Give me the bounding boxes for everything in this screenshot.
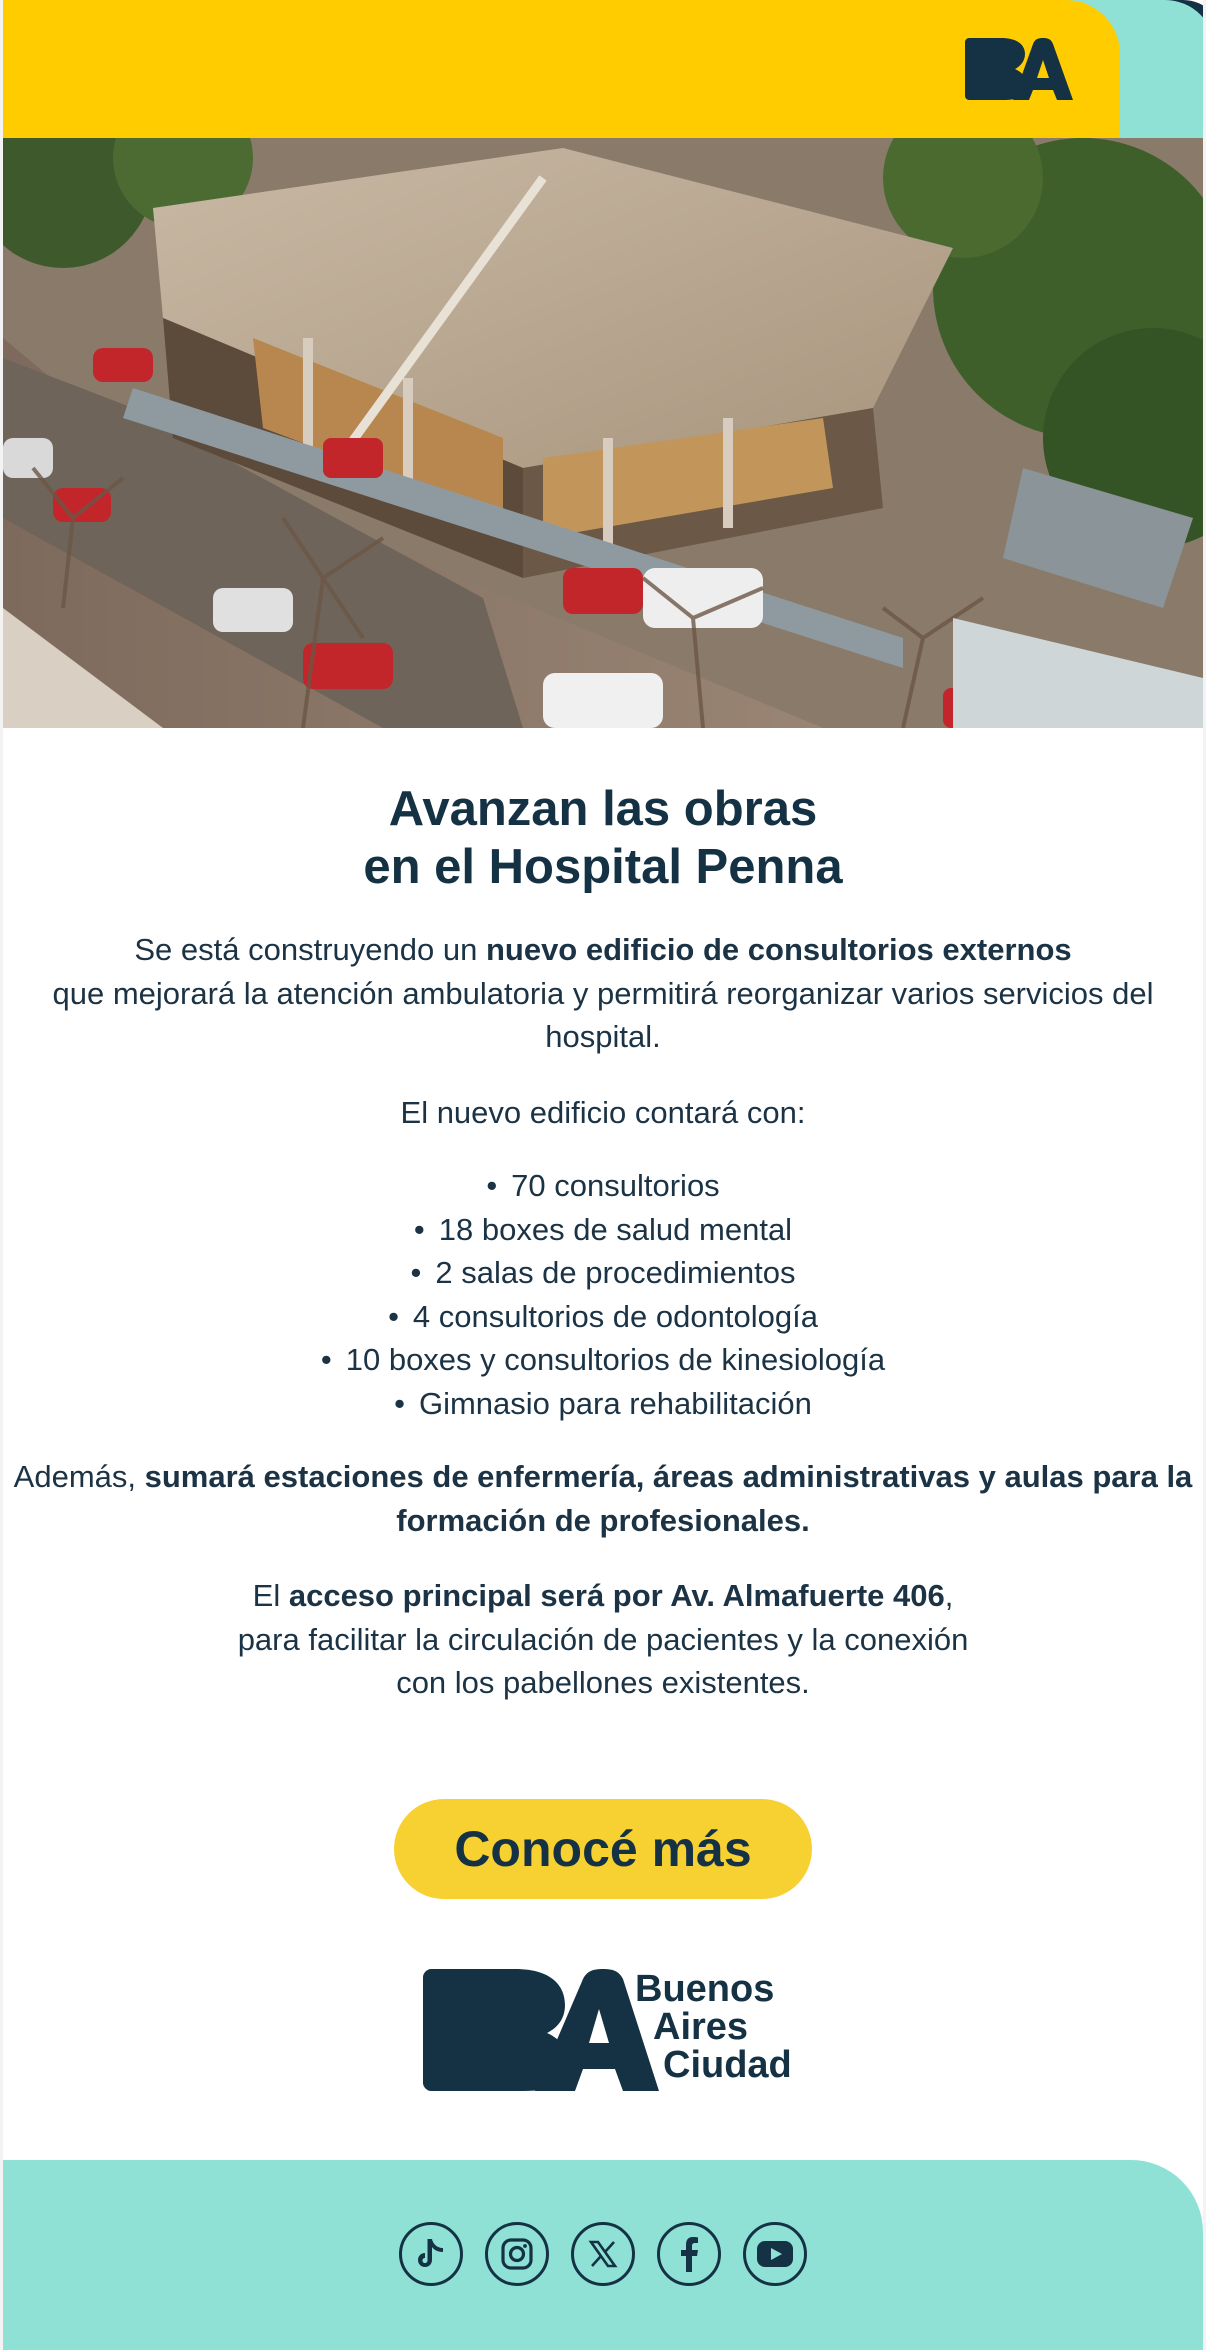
brand-line-1: Buenos xyxy=(635,1968,775,2010)
extra-text-bold: sumará estaciones de enfermería, áreas administrativas y aulas para la formación de profesionales. xyxy=(144,1459,1193,1538)
ba-logo-icon xyxy=(965,38,1073,100)
access-text-comma: , xyxy=(944,1578,954,1613)
extra-paragraph xyxy=(3,1455,1203,1542)
features-list xyxy=(3,1164,1203,1425)
intro-text-c: que mejorará la atención ambulatoria y permitirá reorganizar varios servicios del hospital. xyxy=(52,975,1154,1054)
extra-text-a: Además, xyxy=(13,1459,145,1494)
access-text-a: El xyxy=(252,1578,289,1613)
youtube-icon[interactable] xyxy=(743,2222,807,2286)
intro-paragraph xyxy=(3,928,1203,1059)
features-intro: El nuevo edificio contará con: xyxy=(400,1094,806,1130)
list-item: • Gimnasio para rehabilitación xyxy=(3,1382,1203,1426)
access-text-bold: acceso principal será por Av. Almafuerte 406 xyxy=(288,1578,945,1613)
list-item: • 10 boxes y consultorios de kinesiología xyxy=(3,1338,1203,1382)
list-item: • 4 consultorios de odontología xyxy=(3,1295,1203,1339)
tiktok-icon[interactable] xyxy=(399,2222,463,2286)
page-title xyxy=(3,780,1203,896)
footer xyxy=(3,2160,1203,2350)
intro-text-a: Se está construyendo un xyxy=(134,932,486,967)
header-banner xyxy=(3,0,1203,138)
header-yellow-band xyxy=(3,0,1120,138)
title-line-1: Avanzan las obras xyxy=(388,782,818,836)
conoce-mas-button[interactable]: Conocé más xyxy=(394,1799,812,1899)
list-item: • 18 boxes de salud mental xyxy=(3,1208,1203,1252)
buenos-aires-ciudad-logo xyxy=(423,1965,813,2100)
access-text-d: para facilitar la circulación de pacientes y la conexión xyxy=(237,1621,969,1657)
hero-photo xyxy=(3,138,1203,728)
brand-line-2: Aires xyxy=(653,2006,749,2048)
facebook-icon[interactable] xyxy=(657,2222,721,2286)
brand-line-3: Ciudad xyxy=(663,2044,792,2086)
instagram-icon[interactable] xyxy=(485,2222,549,2286)
list-item: • 70 consultorios xyxy=(3,1164,1203,1208)
article xyxy=(3,728,1203,1899)
ba-brand-icon xyxy=(423,1965,813,2095)
social-links xyxy=(3,2222,1203,2286)
title-line-2: en el Hospital Penna xyxy=(363,840,843,894)
access-text-e: con los pabellones existentes. xyxy=(396,1665,810,1700)
access-paragraph xyxy=(3,1574,1203,1705)
intro-text-bold: nuevo edificio de consultorios externos xyxy=(485,932,1072,967)
list-item: • 2 salas de procedimientos xyxy=(3,1251,1203,1295)
x-icon[interactable] xyxy=(571,2222,635,2286)
construction-site-aerial-photo xyxy=(3,138,1203,728)
